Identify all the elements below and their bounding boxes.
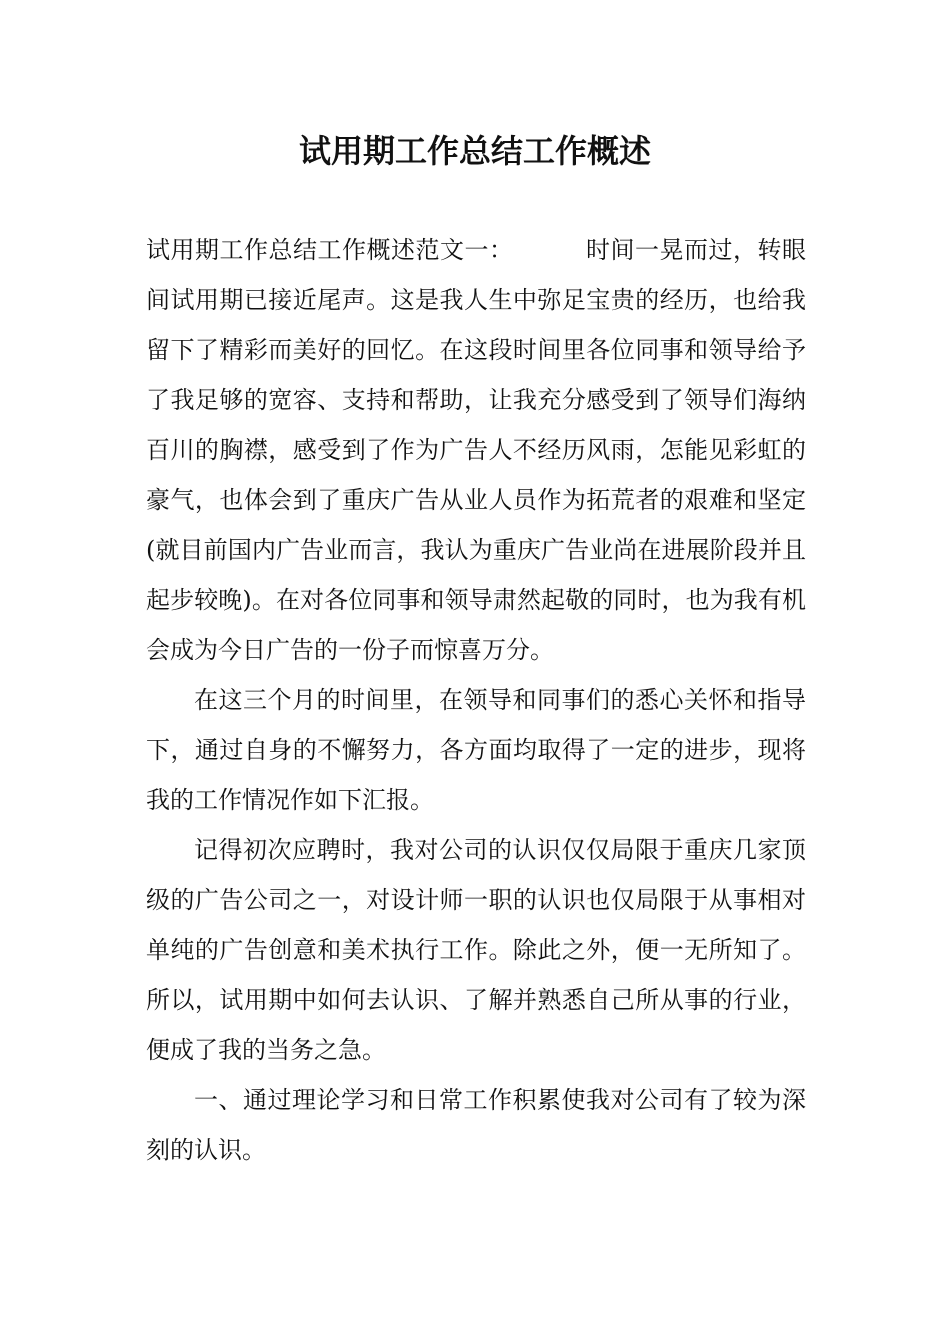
paragraph-1-text: 时间一晃而过，转眼间试用期已接近尾声。这是我人生中弥足宝贵的经历，也给我留下了精彩而美好的回忆。在这段时间里各位同事和领导给予了我足够的宽容、支持和帮助，让我充分感受到了领导们海纳百川的胸襟，感受到了作为广告人不经历风雨，怎能见彩虹的豪气，也体会到了重庆广告从业人员作为拓荒者的艰难和坚定(就目前国内广告业而言，我认为重庆广告业尚在进展阶段并且起步较晚)。在对各位同事和领导肃然起敬的同时，也为我有机会成为今日广告的一份子而惊喜万分。 — [146, 236, 806, 664]
intro-label: 试用期工作总结工作概述范文一： — [146, 236, 514, 264]
paragraph-1 — [146, 225, 806, 675]
paragraph-3: 记得初次应聘时，我对公司的认识仅仅局限于重庆几家顶级的广告公司之一，对设计师一职的认识也仅局限于从事相对单纯的广告创意和美术执行工作。除此之外，便一无所知了。所以，试用期中如何去认识、了解并熟悉自己所从事的行业，便成了我的当务之急。 — [146, 836, 806, 1064]
document-body — [146, 225, 806, 1175]
paragraph-4: 一、通过理论学习和日常工作积累使我对公司有了较为深刻的认识。 — [146, 1086, 806, 1164]
document-title: 试用期工作总结工作概述 — [298, 132, 651, 170]
paragraph-2: 在这三个月的时间里，在领导和同事们的悉心关怀和指导下，通过自身的不懈努力，各方面均取得了一定的进步，现将我的工作情况作如下汇报。 — [146, 686, 806, 814]
